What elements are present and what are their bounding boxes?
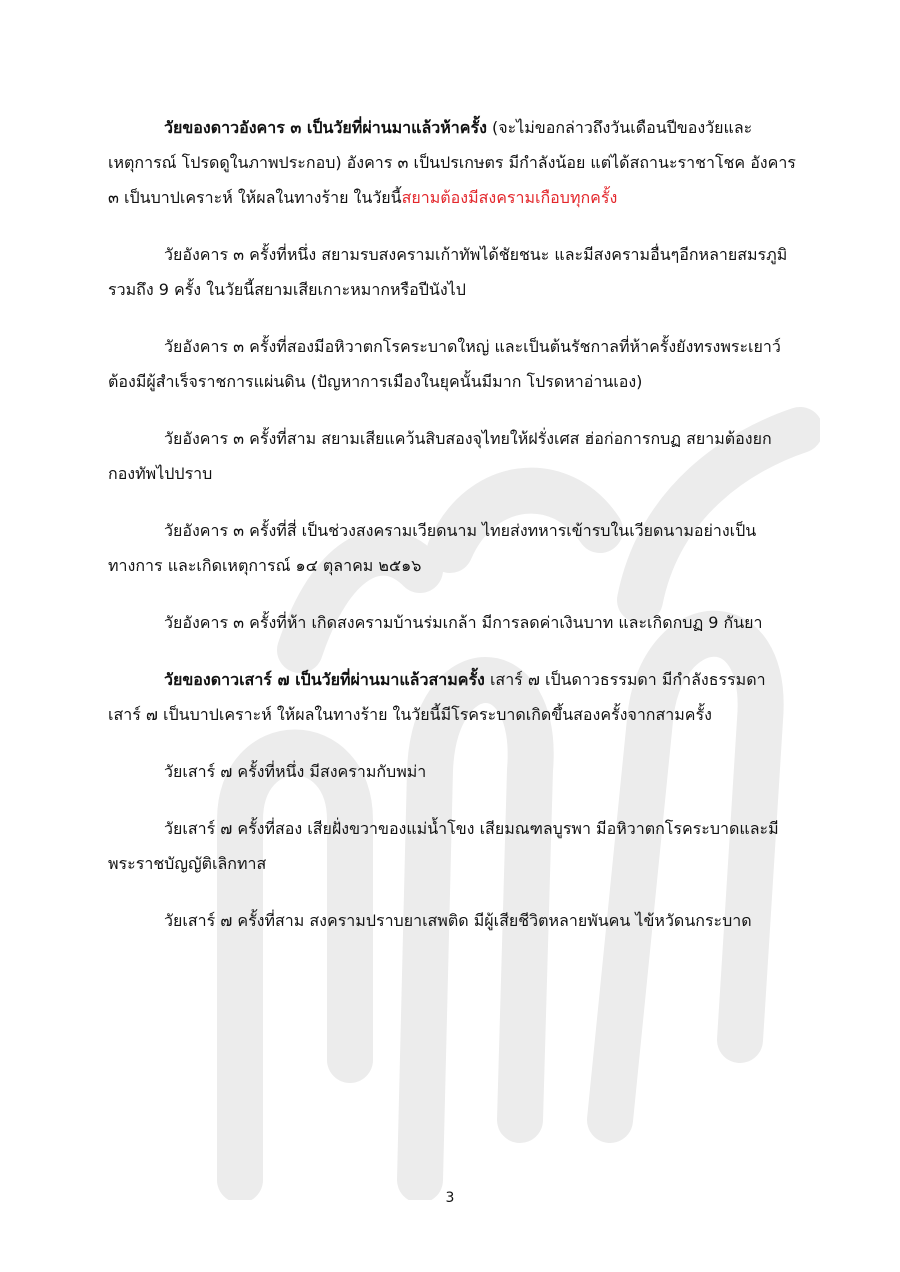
paragraph-text: เสาร์ ๗ เป็นดาวธรรมดา มีกำลังธรรมดา เสาร์ ๗ เป็นบาปเคราะห์ ให้ผลในทางร้าย ในวัยนี้มีโรคระบาดเกิดขึ้นสองครั้งจากสามครั้ง xyxy=(108,670,766,724)
heading-saturn-7: วัยของดาวเสาร์ ๗ เป็นวัยที่ผ่านมาแล้วสามครั้ง xyxy=(164,670,485,689)
paragraph-mars-3-second: วัยอังคาร ๓ ครั้งที่สองมีอหิวาตกโรคระบาดใหญ่ และเป็นต้นรัชกาลที่ห้าครั้งยังทรงพระเยาว์ ต้องมีผู้สำเร็จราชการแผ่นดิน (ปัญหาการเมืองในยุคนั้นมีมาก โปรดหาอ่านเอง) xyxy=(108,337,781,391)
paragraph-mars-3-intro xyxy=(108,110,798,215)
document-body xyxy=(108,110,798,960)
paragraph-text: (จะไม่ขอกล่าวถึงวันเดือนปีของวัยและเหตุการณ์ โปรดดูในภาพประกอบ) อังคาร ๓ เป็นปรเกษตร มีกำลังน้อย แต่ได้สถานะราชาโชค อังคาร ๓ เป็นบาปเคราะห์ ให้ผลในทางร้าย ในวัยนี้ xyxy=(108,118,796,207)
paragraph-saturn-7-intro xyxy=(108,662,798,732)
paragraph-mars-3-third: วัยอังคาร ๓ ครั้งที่สาม สยามเสียแคว้นสิบสองจุไทยให้ฝรั่งเศส ฮ่อก่อการกบฏ สยามต้องยกกองทัพไปปราบ xyxy=(108,429,772,483)
paragraph-mars-3-fifth: วัยอังคาร ๓ ครั้งที่ห้า เกิดสงครามบ้านร่มเกล้า มีการลดค่าเงินบาท และเกิดกบฏ 9 กันยา xyxy=(164,613,763,632)
paragraph-saturn-7-first: วัยเสาร์ ๗ ครั้งที่หนึ่ง มีสงครามกับพม่า xyxy=(164,762,427,781)
paragraph-mars-3-fourth: วัยอังคาร ๓ ครั้งที่สี่ เป็นช่วงสงครามเวียดนาม ไทยส่งทหารเข้ารบในเวียดนามอย่างเป็นทางการ และเกิดเหตุการณ์ ๑๔ ตุลาคม ๒๕๑๖ xyxy=(108,521,757,575)
paragraph-saturn-7-second: วัยเสาร์ ๗ ครั้งที่สอง เสียฝั่งขวาของแม่น้ำโขง เสียมณฑลบูรพา มีอหิวาตกโรคระบาดและมีพระราชบัญญัติเลิกทาส xyxy=(108,819,779,873)
paragraph-saturn-7-third: วัยเสาร์ ๗ ครั้งที่สาม สงครามปราบยาเสพติด มีผู้เสียชีวิตหลายพันคน ไข้หวัดนกระบาด xyxy=(164,911,752,930)
highlight-text: สยามต้องมีสงครามเกือบทุกครั้ง xyxy=(401,188,618,207)
page-number: 3 xyxy=(445,1190,455,1206)
heading-mars-3: วัยของดาวอังคาร ๓ เป็นวัยที่ผ่านมาแล้วห้าครั้ง xyxy=(164,118,487,137)
paragraph-mars-3-first: วัยอังคาร ๓ ครั้งที่หนึ่ง สยามรบสงครามเก้าทัพได้ชัยชนะ และมีสงครามอื่นๆอีกหลายสมรภูมิรวมถึง 9 ครั้ง ในวัยนี้สยามเสียเกาะหมากหรือปีนังไป xyxy=(108,245,788,299)
